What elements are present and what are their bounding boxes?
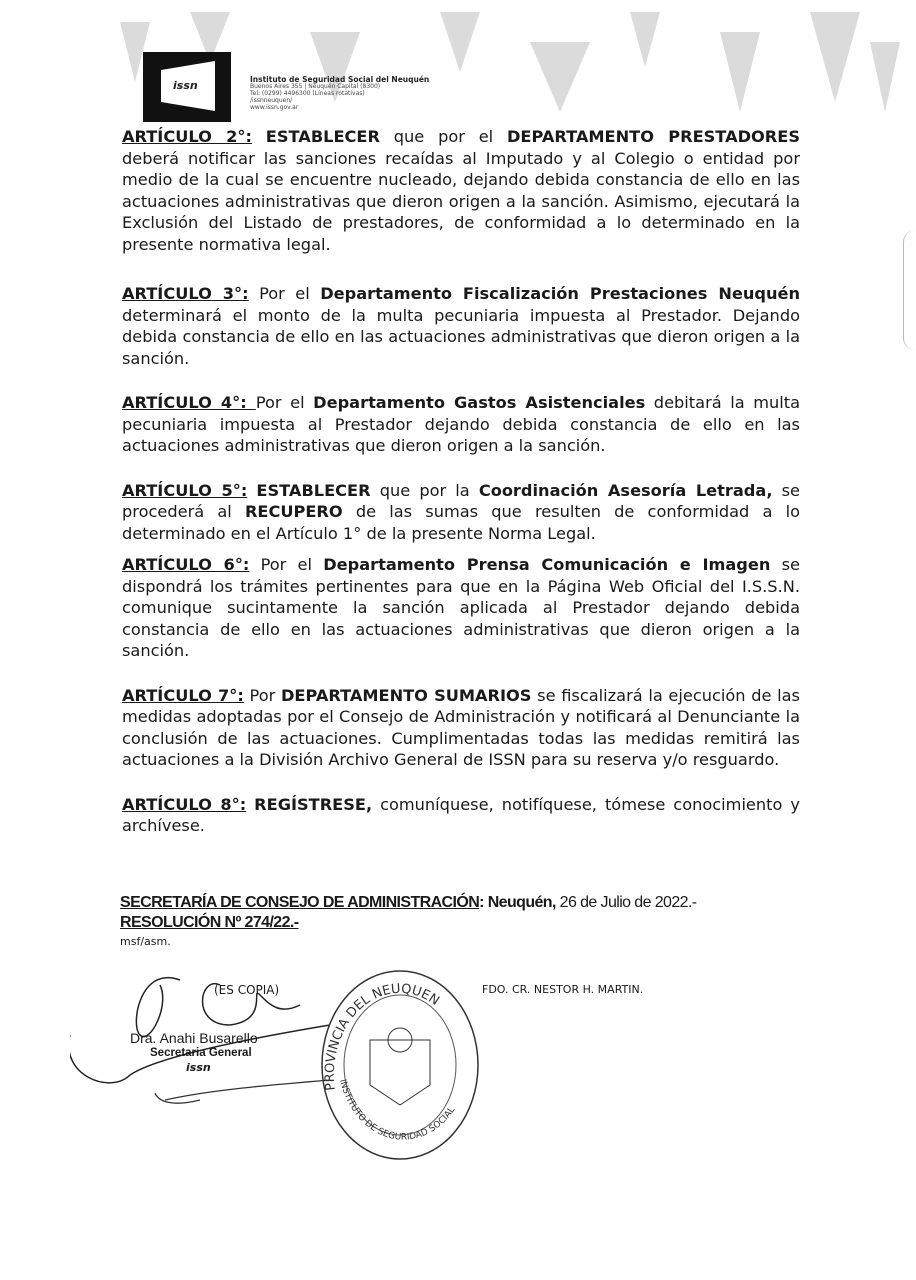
letterhead-info bbox=[250, 76, 429, 111]
article-heading: ARTÍCULO 8°: bbox=[122, 794, 247, 814]
date: 26 de Julio de 2022.- bbox=[555, 894, 697, 911]
place: : Neuquén, bbox=[479, 894, 556, 911]
article-text: Por el bbox=[248, 284, 321, 303]
issn-logo: issn bbox=[143, 52, 231, 122]
initials: msf/asm. bbox=[120, 935, 171, 948]
article-2 bbox=[122, 126, 800, 255]
document-body bbox=[122, 126, 800, 837]
svg-text:INSTITUTO DE SEGURIDAD SOCIAL bbox=[337, 1078, 457, 1142]
official-seal bbox=[255, 970, 485, 1170]
website: www.issn.gov.ar bbox=[250, 104, 299, 111]
article-text: se fiscalizará la ejecución de las medidas adoptadas por el Consejo de Administración y notificará al Denunciante la conclusión de las actuaciones. Cumplimentadas todas las medidas remitirá las actuaciones a la División Archivo General de ISSN para su reserva y/o resguardo. bbox=[122, 685, 800, 769]
article-text: Departamento Gastos Asistenciales bbox=[313, 393, 646, 412]
article-text: RECUPERO bbox=[244, 502, 343, 521]
address: Buenos Aires 355 | Neuquén Capital (8300) bbox=[250, 83, 381, 90]
phone: Tel: (0299) 4496300 (Líneas rotativas) bbox=[250, 90, 365, 97]
article-5 bbox=[122, 480, 800, 545]
signer-name: Dra. Anahi Busarello bbox=[130, 1030, 258, 1046]
article-text: Por el bbox=[249, 555, 324, 574]
article-text: DEPARTAMENTO SUMARIOS bbox=[280, 685, 532, 705]
article-text: determinará el monto de la multa pecuniaria impuesta al Prestador. Dejando debida constancia de ello en las actuaciones administrativas que dieron origen a la sanción. bbox=[122, 305, 800, 368]
article-heading: ARTÍCULO 5°: bbox=[122, 480, 248, 500]
signer-role: Secretaria General bbox=[150, 1047, 252, 1059]
article-heading: ARTÍCULO 7°: bbox=[122, 685, 244, 705]
social: /issnneuquen/ bbox=[250, 97, 293, 104]
page-edge bbox=[903, 230, 916, 350]
article-text: Por el bbox=[255, 393, 314, 412]
article-4 bbox=[122, 392, 800, 457]
article-text: ESTABLECER bbox=[256, 480, 371, 500]
institution-name: Instituto de Seguridad Social del Neuquén bbox=[250, 75, 430, 84]
secretaria-label: SECRETARÍA DE CONSEJO DE ADMINISTRACIÓN bbox=[120, 894, 480, 911]
article-text: se dispondrá los trámites pertinentes para que en la Página Web Oficial del I.S.S.N. comunique sucintamente la sanción aplicada al Prestador dejando debida constancia de ello en las actuaciones administrativas que dieron origen a la sanción. bbox=[122, 555, 800, 660]
article-text: Por bbox=[243, 685, 281, 705]
article-heading: ARTÍCULO 6°: bbox=[122, 555, 250, 574]
article-text bbox=[246, 795, 254, 814]
article-3 bbox=[122, 283, 800, 369]
article-heading: ARTÍCULO 4°: bbox=[122, 393, 256, 412]
article-text: Departamento Prensa Comunicación e Imagen bbox=[323, 555, 771, 574]
article-text: REGÍSTRESE, bbox=[254, 794, 373, 814]
article-text bbox=[252, 127, 266, 146]
article-7 bbox=[122, 685, 800, 771]
article-text: que por el bbox=[379, 127, 507, 146]
article-heading: ARTÍCULO 2°: bbox=[122, 127, 252, 146]
article-6 bbox=[122, 554, 800, 662]
seal-bottom-text: INSTITUTO DE SEGURIDAD SOCIAL bbox=[337, 1078, 458, 1143]
seal-top-text: PROVINCIA DEL NEUQUEN bbox=[322, 981, 442, 1092]
signed-by: FDO. CR. NESTOR H. MARTIN. bbox=[482, 983, 644, 996]
article-text: DEPARTAMENTO PRESTADORES bbox=[506, 127, 800, 146]
resolution-footer bbox=[120, 893, 697, 933]
article-text: deberá notificar las sanciones recaídas al Imputado y al Colegio o entidad por medio de la cual se encuentre nucleado, dejando debida constancia de ello en las actuaciones administrativas que dieron origen a la sanción. Asimismo, ejecutará la Exclusión del Listado de prestadores, de conformidad a lo determinado en la presente normativa legal. bbox=[122, 148, 800, 254]
article-text: Coordinación Asesoría Letrada, bbox=[478, 480, 773, 500]
article-text: debitará la multa pecuniaria impuesta al Prestador dejando debida constancia de ello en las actuaciones administrativas que dieron origen a la sanción. bbox=[122, 393, 800, 455]
article-text: se procederá al bbox=[122, 480, 800, 521]
article-text: que por la bbox=[370, 480, 479, 500]
signer-org: issn bbox=[186, 1061, 211, 1074]
article-text: de las sumas que resulten de conformidad a lo determinado en el Artículo 1° de la presente Norma Legal. bbox=[122, 502, 801, 543]
article-text: ESTABLECER bbox=[265, 127, 380, 146]
article-text: comuníquese, notifíquese, tómese conocimiento y archívese. bbox=[122, 794, 800, 835]
article-text: Departamento Fiscalización Prestaciones Neuquén bbox=[320, 284, 800, 303]
resolution-number: RESOLUCIÓN Nº 274/22.- bbox=[120, 914, 299, 931]
article-heading: ARTÍCULO 3°: bbox=[122, 284, 249, 303]
svg-text:PROVINCIA DEL NEUQUEN bbox=[323, 982, 442, 1092]
article-8 bbox=[122, 794, 800, 837]
es-copia-label: (ES COPIA) bbox=[214, 983, 280, 997]
